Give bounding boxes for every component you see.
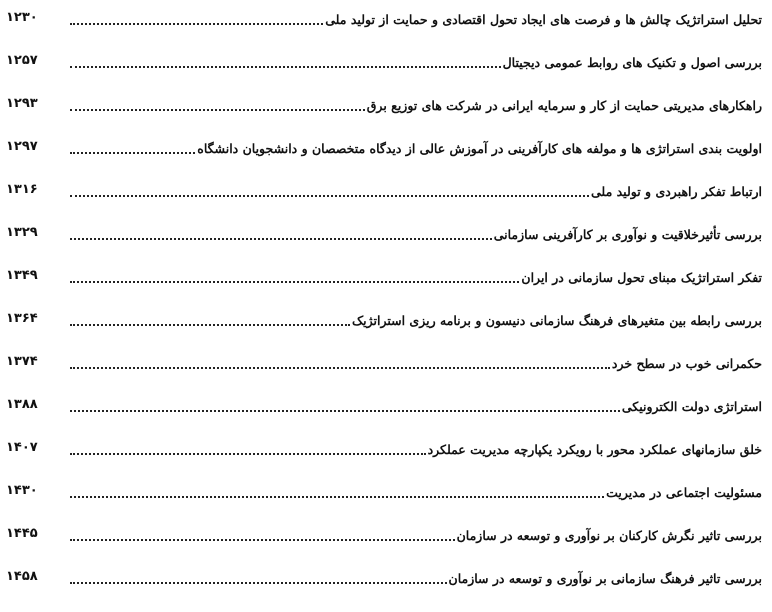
toc-entry [0, 219, 772, 249]
toc-entry-line [70, 180, 762, 202]
toc-entry-title: ارتباط تفکر راهبردی و تولید ملی [591, 184, 762, 199]
toc-entry-line [70, 137, 762, 159]
dot-leader [70, 238, 492, 240]
toc-entry-title: استراتژی دولت الکترونیکی [621, 399, 762, 414]
toc-entry-line [70, 94, 762, 116]
toc-page-number: ۱۳۴۹ [6, 268, 38, 283]
toc-entry [0, 305, 772, 335]
toc-entry-title: مسئولیت اجتماعی در مدیریت [606, 485, 762, 500]
toc-entry [0, 477, 772, 507]
toc-entry [0, 176, 772, 206]
toc-entry-line [70, 8, 762, 30]
toc-entry-line [70, 481, 762, 503]
toc-entry-title: اولویت بندی استراتژی ها و مولفه های کارآفرینی در آموزش عالی از دیدگاه متخصصان و دانشجویان دانشگاه [197, 141, 762, 156]
toc-page-number: ۱۲۵۷ [6, 53, 38, 68]
dot-leader [70, 66, 501, 68]
toc-entry-line [70, 438, 762, 460]
dot-leader [70, 453, 426, 455]
toc-entry-title: بررسی تاثیر نگرش کارکنان بر نوآوری و توسعه در سازمان [456, 528, 762, 543]
dot-leader [70, 152, 195, 154]
toc-entry-line [70, 266, 762, 288]
toc-page-number: ۱۳۶۴ [6, 311, 38, 326]
toc-entry [0, 434, 772, 464]
toc-entry-line [70, 309, 762, 331]
toc-entry [0, 520, 772, 550]
toc-entry [0, 133, 772, 163]
toc-entry-title: تفکر استراتژیک مبنای تحول سازمانی در ایران [521, 270, 762, 285]
toc-entry-title: بررسی تاثیر فرهنگ سازمانی بر نوآوری و توسعه در سازمان [448, 571, 762, 586]
toc-entry-title: تحلیل استراتژیک چالش ها و فرصت های ایجاد تحول اقتصادی و حمایت از تولید ملی [325, 12, 762, 27]
toc-page-number: ۱۴۵۸ [6, 569, 38, 584]
toc-entry-title: خلق سازمانهای عملکرد محور با رویکرد یکپارچه مدیریت عملکرد [427, 442, 762, 457]
toc-page-number: ۱۳۷۴ [6, 354, 38, 369]
toc-entry-line [70, 524, 762, 546]
toc-entry-line [70, 352, 762, 374]
toc-page-number: ۱۲۹۷ [6, 139, 38, 154]
dot-leader [70, 410, 620, 412]
toc-entry [0, 47, 772, 77]
toc-entry [0, 391, 772, 421]
dot-leader [70, 109, 365, 111]
toc-page-number: ۱۳۸۸ [6, 397, 38, 412]
toc-entry [0, 348, 772, 378]
dot-leader [70, 23, 323, 25]
toc-entry [0, 90, 772, 120]
toc-entry-line [70, 223, 762, 245]
toc-entry-line [70, 51, 762, 73]
toc-page-number: ۱۴۴۵ [6, 526, 38, 541]
toc-page-number: ۱۲۳۰ [6, 10, 38, 25]
toc-page-number: ۱۳۱۶ [6, 182, 38, 197]
toc-page-number: ۱۴۰۷ [6, 440, 38, 455]
dot-leader [70, 582, 447, 584]
toc-entry-title: بررسی تأثیرخلاقیت و نوآوری بر کارآفرینی سازمانی [493, 227, 762, 242]
toc-entry [0, 262, 772, 292]
dot-leader [70, 195, 589, 197]
dot-leader [70, 539, 455, 541]
toc-page-number: ۱۴۳۰ [6, 483, 38, 498]
toc-entry-line [70, 567, 762, 589]
dot-leader [70, 367, 610, 369]
toc-entry-title: بررسی اصول و تکنیک های روابط عمومی دیجیتال [502, 55, 762, 70]
toc-entry-title: بررسی رابطه بین متغیرهای فرهنگ سازمانی دنیسون و برنامه ریزی استراتژیک [351, 313, 762, 328]
dot-leader [70, 496, 604, 498]
toc-entry-title: حکمرانی خوب در سطح خرد [611, 356, 762, 371]
dot-leader [70, 281, 519, 283]
toc-page-number: ۱۳۲۹ [6, 225, 38, 240]
toc-page-number: ۱۲۹۳ [6, 96, 38, 111]
toc-entry [0, 563, 772, 593]
toc-entry-title: راهکارهای مدیریتی حمایت از کار و سرمایه ایرانی در شرکت های توزیع برق [366, 98, 762, 113]
dot-leader [70, 324, 350, 326]
toc-entry-line [70, 395, 762, 417]
toc-entry [0, 4, 772, 34]
